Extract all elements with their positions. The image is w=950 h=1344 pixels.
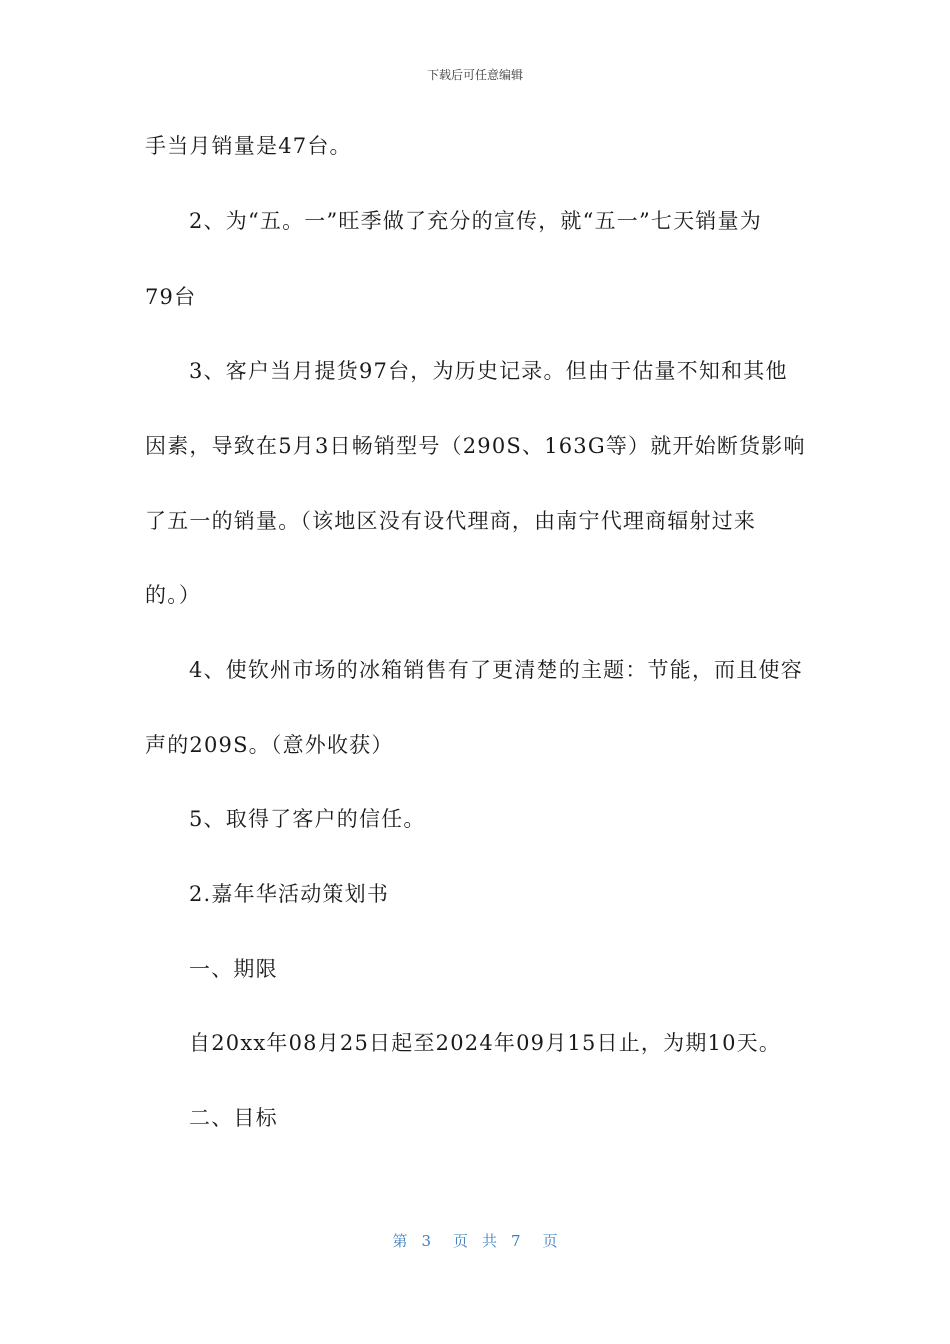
body-line-2: 2、为“五。一”旺季做了充分的宣传，就“五一”七天销量为 — [189, 209, 762, 233]
footer-ye: 页 — [452, 1232, 468, 1250]
subheading-goal: 二、目标 — [189, 1106, 278, 1130]
body-line-1: 手当月销量是47台。 — [145, 134, 352, 158]
body-line-9: 声的209S。（意外收获） — [145, 733, 394, 757]
footer-ye-end: 页 — [542, 1232, 558, 1250]
footer-total-pages: 7 — [511, 1232, 521, 1250]
body-line-8: 4、使钦州市场的冰箱销售有了更清楚的主题：节能，而且使容 — [189, 658, 803, 682]
body-line-5: 因素，导致在5月3日畅销型号（290S、163G等）就开始断货影响 — [145, 434, 806, 458]
body-line-6: 了五一的销量。（该地区没有设代理商，由南宁代理商辐射过来 — [145, 509, 757, 533]
section-heading: 2.嘉年华活动策划书 — [189, 882, 390, 906]
footer-gong: 共 — [482, 1232, 498, 1250]
footer-current-page: 3 — [421, 1232, 431, 1250]
body-line-3: 79台 — [145, 285, 197, 309]
period-text: 自20xx年08月25日起至2024年09月15日止，为期10天。 — [189, 1031, 782, 1055]
subheading-period: 一、期限 — [189, 957, 278, 981]
body-line-7: 的。） — [145, 583, 202, 607]
footer-di: 第 — [392, 1232, 408, 1250]
body-line-4: 3、客户当月提货97台，为历史记录。但由于估量不知和其他 — [189, 359, 788, 383]
page-header: 下载后可任意编辑 — [426, 68, 523, 82]
body-line-10: 5、取得了客户的信任。 — [189, 807, 426, 831]
page-footer — [0, 1230, 950, 1251]
